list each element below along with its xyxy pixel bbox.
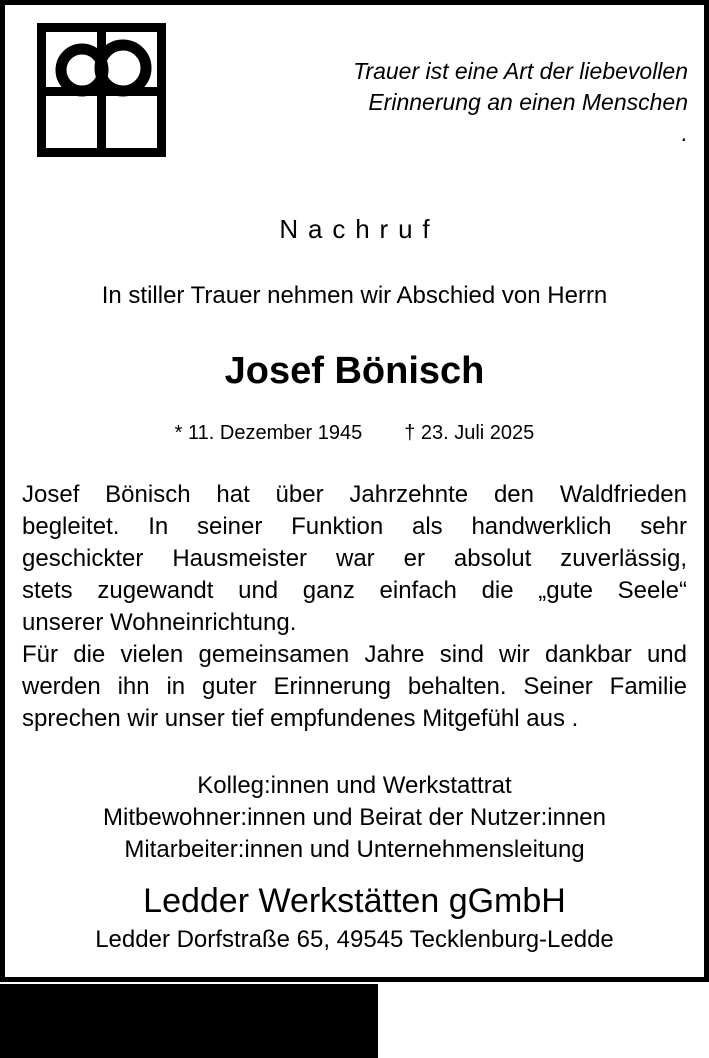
- company-name: Ledder Werkstätten gGmbH: [143, 882, 566, 920]
- body-paragraph-2: [22, 639, 687, 735]
- body-line: geschickter Hausmeister war er absolut zuverlässig,: [22, 545, 687, 572]
- life-dates: [0, 422, 709, 445]
- gift-parcel-logo-icon: [37, 23, 166, 157]
- body-line: sprechen wir unser tief empfundenes Mitgefühl aus .: [22, 705, 579, 732]
- memorial-quote-line: Erinnerung an einen Menschen: [368, 89, 688, 115]
- memorial-quote-line: Trauer ist eine Art der liebevollen: [353, 58, 688, 84]
- memorial-quote: [353, 56, 688, 149]
- obituary-body: [22, 479, 687, 735]
- mourners-line: Mitbewohner:innen und Beirat der Nutzer:innen: [103, 804, 606, 831]
- birth-date: * 11. Dezember 1945: [174, 422, 363, 444]
- intro-line: In stiller Trauer nehmen wir Abschied von Herrn: [101, 282, 608, 309]
- company-address: Ledder Dorfstraße 65, 49545 Tecklenburg-Ledde: [95, 926, 614, 953]
- mourners-block: [0, 770, 709, 866]
- body-line: unserer Wohneinrichtung.: [22, 609, 297, 636]
- body-paragraph-1: [22, 479, 687, 639]
- body-line: Für die vielen gemeinsamen Jahre sind wir dankbar und: [22, 641, 687, 668]
- body-line: stets zugewandt und ganz einfach die „gute Seele“: [22, 577, 687, 604]
- headline-nachruf: Nachruf: [279, 214, 440, 244]
- death-date: † 23. Juli 2025: [404, 422, 535, 444]
- deceased-name: Josef Bönisch: [224, 350, 485, 392]
- body-line: werden ihn in guter Erinnerung behalten. Seiner Familie: [22, 673, 687, 700]
- body-line: Josef Bönisch hat über Jahrzehnte den Waldfrieden: [22, 481, 687, 508]
- mourners-line: Kolleg:innen und Werkstattrat: [197, 772, 512, 799]
- redaction-block: [0, 984, 378, 1058]
- mourners-line: Mitarbeiter:innen und Unternehmensleitung: [124, 836, 585, 863]
- body-line: begleitet. In seiner Funktion als handwerklich sehr: [22, 513, 687, 540]
- memorial-quote-attribution: .: [681, 120, 688, 146]
